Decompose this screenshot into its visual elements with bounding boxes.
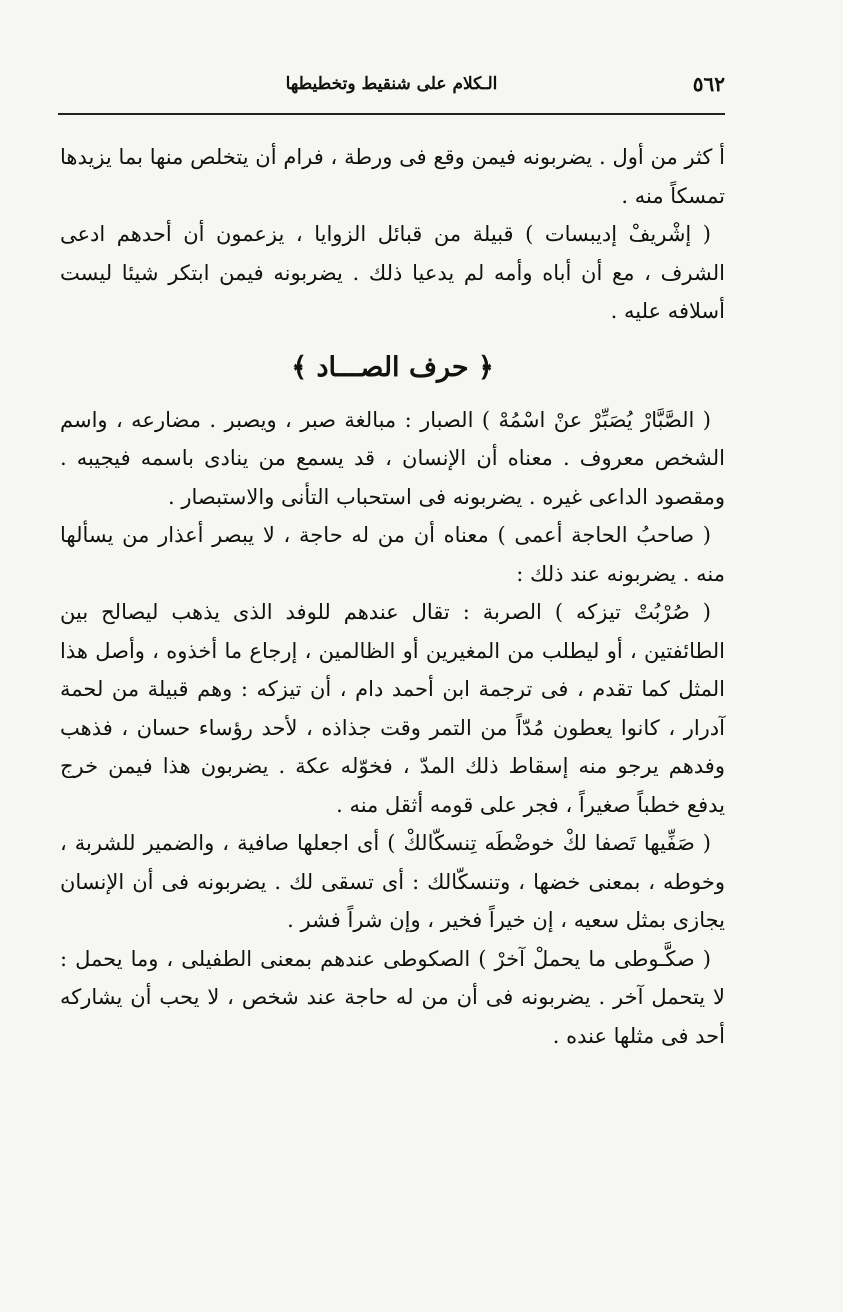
page-header: [58, 70, 725, 108]
page-number: ٥٦٢: [692, 72, 725, 96]
running-title: الـكلام على شنقيط وتخطيطها: [285, 74, 498, 94]
paragraph: ( الصَّبَّارْ يُصَبِّرْ عنْ اسْمُهْ ) الصبار : مبالغة صبر ، ويصبر . مضارعه ، واسم الشخص معروف . معناه أن الإنسان ، قد يسمع من ينادى باسمه فيجيبه . ومقصود الداعى غيره . يضربونه فى استحباب التأنى والاستبصار .: [60, 407, 725, 509]
header-rule: [58, 113, 725, 115]
paragraph: ( صُرْبُتْ تيزكه ) الصربة : تقال عندهم للوفد الذى يذهب ليصالح بين الطائفتين ، أو ليطلب من المغيرين أو الظالمين ، إرجاع ما أخذوه ، وأصل هذا المثل كما تقدم ، فى ترجمة ابن أحمد دام ، أن تيزكه : وهم قبيلة من لحمة آدرار ، كانوا يعطون مُدّاً من التمر وقت جذاذه ، لأحد رؤساء حسان ، فذهب وفدهم يرجو منه إسقاط ذلك المدّ ، فخوّله عكة . يضربون هذا فيمن خرج يدفع خطباً صغيراً ، فجر على قومه أثقل منه .: [60, 600, 725, 817]
paragraph: أ كثر من أول . يضربونه فيمن وقع فى ورطة ، فرام أن يتخلص منها بما يزيدها تمسكاً منه .: [60, 145, 725, 208]
section-heading: ﴿ حرف الصـــاد ﴾: [291, 351, 494, 383]
page-body: [60, 138, 725, 1055]
paragraph: ( إشْريفْ إديبسات ) قبيلة من قبائل الزوايا ، يزعمون أن أحدهم ادعى الشرف ، مع أن أباه وأمه لم يدعيا ذلك . يضربونه فيمن ابتكر شيئا ليست أسلافه عليه .: [60, 222, 725, 323]
paragraph: ( صكَّـوطى ما يحملْ آخرْ ) الصكوطى عندهم بمعنى الطفيلى ، وما يحمل : لا يتحمل آخر . يضربونه فى أن من له حاجة عند شخص ، لا يحب أن يشاركه أحد فى مثلها عنده .: [60, 946, 725, 1048]
paragraph: ( صاحبُ الحاجة أعمى ) معناه أن من له حاجة ، لا يبصر أعذار من يسألها منه . يضربونه عند ذلك :: [60, 523, 725, 586]
paragraph: ( صَفِّيها تَصفا لكْ خوضْطَه تِنسكّالكْ ) أى اجعلها صافية ، والضمير للشربة ، وخوطه ، بمعنى خضها ، وتنسكّالك : أى تسقى لك . يضربونه فى أن الإنسان يجازى بمثل سعيه ، إن خيراً فخير ، وإن شراً فشر .: [60, 831, 725, 932]
